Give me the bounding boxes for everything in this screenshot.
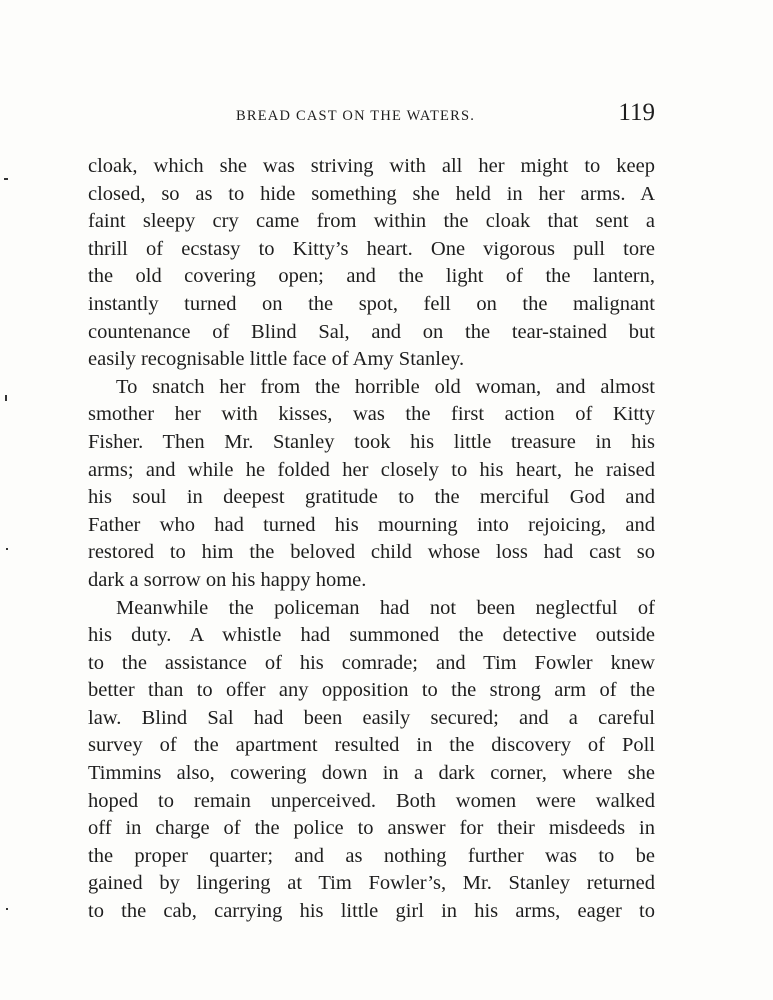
text-line: the proper quarter; and as nothing further was to be: [88, 844, 655, 867]
paragraph: [88, 374, 655, 595]
text-line: off in charge of the police to answer for their misdeeds in: [88, 817, 655, 840]
running-title: BREAD CAST ON THE WATERS.: [236, 108, 476, 124]
margin-speck: [5, 395, 7, 401]
text-line: instantly turned on the spot, fell on the malignant: [88, 292, 655, 315]
text-line: faint sleepy cry came from within the cloak that sent a: [88, 210, 655, 233]
text-line: his soul in deepest gratitude to the merciful God and: [88, 486, 655, 509]
text-line: Meanwhile the policeman had not been neglectful of: [116, 596, 655, 619]
paragraph: [88, 153, 655, 374]
text-line: dark a sorrow on his happy home.: [88, 568, 367, 591]
margin-speck: [6, 908, 8, 910]
paragraph: [88, 595, 655, 926]
margin-speck: [4, 178, 8, 180]
body-text: [88, 153, 655, 926]
text-line: countenance of Blind Sal, and on the tear-stained but: [88, 320, 655, 343]
text-line: better than to offer any opposition to the strong arm of the: [88, 679, 655, 702]
text-line: Father who had turned his mourning into rejoicing, and: [88, 513, 655, 536]
text-line: Timmins also, cowering down in a dark corner, where she: [88, 762, 655, 785]
text-line: smother her with kisses, was the first action of Kitty: [88, 403, 655, 426]
text-line: thrill of ecstasy to Kitty’s heart. One vigorous pull tore: [88, 237, 655, 260]
text-line: closed, so as to hide something she held in her arms. A: [88, 182, 655, 205]
page-number: 119: [618, 99, 655, 126]
text-line: his duty. A whistle had summoned the detective outside: [88, 624, 655, 647]
text-line: survey of the apartment resulted in the discovery of Poll: [88, 734, 655, 757]
text-line: easily recognisable little face of Amy Stanley.: [88, 348, 465, 371]
text-line: to the assistance of his comrade; and Tim Fowler knew: [88, 651, 655, 674]
text-line: law. Blind Sal had been easily secured; and a careful: [88, 706, 655, 729]
running-head: [88, 97, 655, 137]
text-line: To snatch her from the horrible old woman, and almost: [116, 375, 655, 398]
text-line: restored to him the beloved child whose loss had cast so: [88, 541, 655, 564]
text-line: Fisher. Then Mr. Stanley took his little treasure in his: [88, 430, 655, 453]
text-line: arms; and while he folded her closely to his heart, he raised: [88, 458, 655, 481]
text-line: gained by lingering at Tim Fowler’s, Mr. Stanley returned: [88, 872, 655, 895]
text-line: the old covering open; and the light of the lantern,: [88, 265, 655, 288]
margin-speck: [6, 548, 8, 550]
text-line: to the cab, carrying his little girl in his arms, eager to: [88, 900, 655, 923]
text-line: hoped to remain unperceived. Both women were walked: [88, 789, 655, 812]
text-line: cloak, which she was striving with all her might to keep: [88, 155, 655, 177]
